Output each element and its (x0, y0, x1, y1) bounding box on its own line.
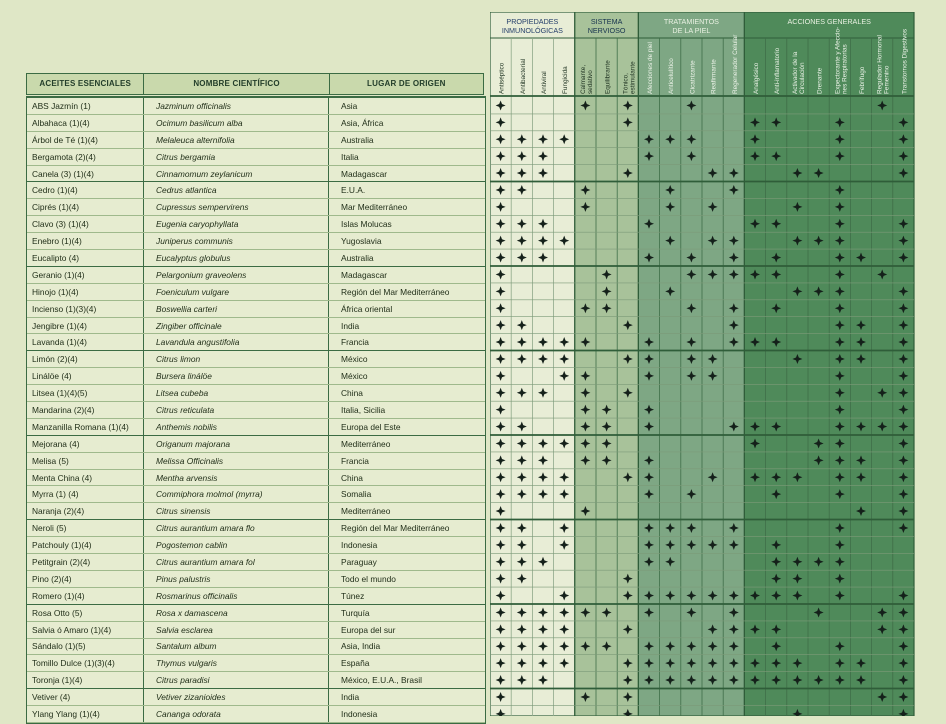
origin: China (341, 472, 363, 483)
scientific-name: Citrus limon (144, 351, 329, 367)
table-row (27, 503, 485, 520)
column-label: Afecciones de piel (647, 42, 654, 94)
column-label: Febrífugo (859, 66, 866, 94)
origin: Paraguay (341, 556, 377, 567)
column-label: Fungicida (562, 66, 570, 94)
oil-name: Cedro (1)(4) (27, 182, 144, 198)
oils-table (26, 73, 484, 719)
table-row (27, 537, 485, 554)
group-title: TRATAMIENTOS (663, 17, 719, 26)
oil-name: Limón (2)(4) (27, 351, 144, 367)
origin: Europa del Este (341, 421, 401, 432)
oil-name: Enebro (1)(4) (27, 233, 144, 249)
table-row (27, 233, 485, 250)
scientific-name: Eucalyptus globulus (144, 250, 329, 266)
scientific-name: Cananga odorata (144, 706, 329, 722)
oil-name: ABS Jazmín (1) (27, 98, 144, 114)
column-label: Reafirmante (710, 59, 718, 94)
column-label: Anti-inflamatorio (774, 47, 782, 94)
table-row (27, 385, 485, 402)
origin: Italia (341, 151, 359, 162)
scientific-name: Eugenia caryophyllata (144, 216, 329, 232)
column-label: Tónico, (622, 73, 630, 94)
scientific-name: Salvia esclarea (144, 622, 329, 638)
table-header (26, 73, 484, 95)
oil-name: Tomillo Dulce (1)(3)(4) (27, 655, 144, 671)
table-row (27, 554, 485, 571)
group-title: DE LA PIEL (672, 26, 711, 35)
column-label: Antiviral (541, 71, 548, 94)
column-label: Expectorante y Afeccio- (834, 26, 842, 94)
origin: Islas Molucas (341, 219, 392, 230)
origin: Indonesia (341, 540, 378, 551)
column-label: Regulador Hormonal (876, 35, 884, 94)
group-title: NERVIOSO (587, 26, 626, 35)
oil-name: Bergamota (2)(4) (27, 149, 144, 165)
scientific-name: Zingiber officinale (144, 318, 329, 334)
oil-name: Vetiver (4) (27, 689, 144, 705)
column-label: Calmante, (579, 64, 587, 94)
oil-name: Rosa Otto (5) (27, 605, 144, 621)
table-row (27, 301, 485, 318)
origin: Europa del sur (341, 624, 396, 635)
oil-name: Ciprés (1)(4) (27, 199, 144, 215)
scientific-name: Pelargonium graveolens (144, 267, 329, 283)
oil-name: Linálöe (4) (27, 368, 144, 384)
origin: Túnez (341, 590, 365, 601)
column-label: Antibacterial (519, 58, 527, 94)
origin: Australia (341, 252, 374, 263)
oil-name: Canela (3) (1)(4) (27, 166, 144, 182)
scientific-name: Cupressus sempervirens (144, 199, 329, 215)
oil-name: Melisa (5) (27, 453, 144, 469)
table-row (27, 436, 485, 453)
column-label: nes Respiratorias (841, 44, 849, 94)
scientific-name: Foeniculum vulgare (144, 284, 329, 300)
origin: Madagascar (341, 269, 388, 280)
table-row (27, 199, 485, 216)
table-row (27, 655, 485, 672)
table-body (26, 96, 486, 724)
table-row (27, 486, 485, 503)
oil-name: Manzanilla Romana (1)(4) (27, 419, 144, 435)
oil-name: Litsea (1)(4)(5) (27, 385, 144, 401)
column-label: Analgésico (753, 62, 760, 94)
table-row (27, 115, 485, 132)
origin: Indonesia (341, 709, 378, 719)
origin: Francia (341, 337, 369, 348)
scientific-name: Cedrus atlantica (144, 182, 329, 198)
origin: México (341, 354, 368, 365)
origin: México, E.U.A., Brasil (341, 675, 422, 686)
column-label: Cicatrizante (689, 60, 697, 94)
scientific-name: Melissa Officinalis (144, 453, 329, 469)
table-row (27, 318, 485, 335)
table-row (27, 571, 485, 588)
table-row (27, 706, 485, 723)
column-label: Transtornos Digestivos (901, 28, 909, 94)
column-label: Anticelulítico (668, 58, 676, 94)
properties-grid-svg (490, 12, 920, 716)
scientific-name: Pinus palustris (144, 571, 329, 587)
column-label: Equilibrante (604, 60, 612, 94)
scientific-name: Juniperus communis (144, 233, 329, 249)
oil-name: Pino (2)(4) (27, 571, 144, 587)
scientific-name: Bursera linálöe (144, 368, 329, 384)
table-row (27, 588, 485, 605)
origin: Italia, Sicilia (341, 404, 386, 415)
header-nombre: NOMBRE CIENTÍFICO (144, 74, 329, 94)
oil-name: Toronja (1)(4) (27, 672, 144, 688)
table-row (27, 334, 485, 351)
oil-name: Petitgrain (2)(4) (27, 554, 144, 570)
table-row (27, 672, 485, 689)
origin: Mediterráneo (341, 506, 391, 517)
oil-name: Albahaca (1)(4) (27, 115, 144, 131)
scientific-name: Commiphora molmol (myrra) (144, 486, 329, 502)
oil-name: Geranio (1)(4) (27, 267, 144, 283)
origin: Asia, India (341, 641, 381, 652)
oil-name: Neroli (5) (27, 520, 144, 536)
column-label: Regenerador Celular (731, 34, 739, 94)
origin: Región del Mar Mediterráneo (341, 523, 450, 534)
table-row (27, 402, 485, 419)
scientific-name: Rosa x damascena (144, 605, 329, 621)
origin: Yugoslavia (341, 236, 382, 247)
column-label: estimulante (629, 61, 637, 94)
origin: E.U.A. (341, 185, 366, 196)
header-lugar: LUGAR DE ORIGEN (367, 79, 446, 88)
origin: India (341, 692, 360, 703)
table-row (27, 182, 485, 199)
scientific-name: Litsea cubeba (144, 385, 329, 401)
scientific-name: Citrus aurantium amara fol (144, 554, 329, 570)
header-aceites: ACEITES ESENCIALES (27, 74, 144, 94)
origin: Asia, África (341, 117, 384, 128)
group-title: PROPIEDADES (506, 17, 559, 26)
column-label: Activador de la (791, 51, 799, 94)
origin: África oriental (341, 303, 393, 314)
origin: Región del Mar Mediterráneo (341, 286, 450, 297)
origin: Mediterráneo (341, 438, 391, 449)
group-title: SISTEMA (590, 17, 623, 26)
oil-name: Romero (1)(4) (27, 588, 144, 604)
column-label: Femenino (883, 65, 891, 94)
table-row (27, 520, 485, 537)
table-row (27, 453, 485, 470)
table-row (27, 149, 485, 166)
scientific-name: Thymus vulgaris (144, 655, 329, 671)
scientific-name: Citrus bergamia (144, 149, 329, 165)
table-row (27, 166, 485, 183)
oil-name: Lavanda (1)(4) (27, 334, 144, 350)
scientific-name: Mentha arvensis (144, 470, 329, 486)
origin: Australia (341, 134, 374, 145)
scientific-name: Boswellia carteri (144, 301, 329, 317)
oil-name: Patchouly (1)(4) (27, 537, 144, 553)
scientific-name: Ocimum basilicum alba (144, 115, 329, 131)
oil-name: Mandarina (2)(4) (27, 402, 144, 418)
origin: Asia (341, 100, 358, 111)
origin: India (341, 320, 360, 331)
scientific-name: Citrus aurantium amara flo (144, 520, 329, 536)
oil-name: Myrra (1) (4) (27, 486, 144, 502)
group-title: ACCIONES GENERALES (787, 17, 871, 26)
table-row (27, 605, 485, 622)
oil-name: Ylang Ylang (1)(4) (27, 706, 144, 722)
oil-name: Sándalo (1)(5) (27, 639, 144, 655)
scientific-name: Cinnamomum zeylanicum (144, 166, 329, 182)
origin: Mar Mediterráneo (341, 202, 408, 213)
table-row (27, 132, 485, 149)
origin: Francia (341, 455, 369, 466)
oil-name: Clavo (3) (1)(4) (27, 216, 144, 232)
oil-name: Naranja (2)(4) (27, 503, 144, 519)
column-label: Drenante (816, 67, 824, 94)
scientific-name: Rosmarinus officinalis (144, 588, 329, 604)
origin: Somalia (341, 489, 372, 500)
origin: Turquía (341, 607, 370, 618)
group-title: INMUNOLÓGICAS (501, 26, 563, 35)
table-row (27, 419, 485, 436)
oil-name: Salvia ó Amaro (1)(4) (27, 622, 144, 638)
origin: Todo el mundo (341, 573, 396, 584)
column-label: Circulación (798, 62, 806, 94)
origin: China (341, 388, 363, 399)
scientific-name: Lavandula angustifolia (144, 334, 329, 350)
origin: México (341, 371, 368, 382)
table-row (27, 470, 485, 487)
oil-name: Eucalipto (4) (27, 250, 144, 266)
table-row (27, 98, 485, 115)
scientific-name: Anthemis nobilis (144, 419, 329, 435)
table-row (27, 284, 485, 301)
scientific-name: Vetiver zizanioides (144, 689, 329, 705)
scientific-name: Origanum majorana (144, 436, 329, 452)
table-row (27, 250, 485, 267)
scientific-name: Santalum album (144, 639, 329, 655)
oil-name: Incienso (1)(3)(4) (27, 301, 144, 317)
scientific-name: Melaleuca alternifolia (144, 132, 329, 148)
oil-name: Hinojo (1)(4) (27, 284, 144, 300)
column-label: Antiséptico (498, 62, 506, 94)
table-row (27, 351, 485, 368)
table-row (27, 639, 485, 656)
table-row (27, 689, 485, 706)
table-row (27, 622, 485, 639)
scientific-name: Jazminum officinalis (144, 98, 329, 114)
origin: Madagascar (341, 168, 388, 179)
oil-name: Árbol de Té (1)(4) (27, 132, 144, 148)
table-row (27, 368, 485, 385)
scientific-name: Pogostemon cablin (144, 537, 329, 553)
properties-grid (490, 12, 920, 716)
column-label: sedativo (586, 70, 594, 94)
table-row (27, 216, 485, 233)
origin: España (341, 658, 370, 669)
table-row (27, 267, 485, 284)
oil-name: Menta China (4) (27, 470, 144, 486)
oil-name: Jengibre (1)(4) (27, 318, 144, 334)
scientific-name: Citrus reticulata (144, 402, 329, 418)
scientific-name: Citrus sinensis (144, 503, 329, 519)
oil-name: Mejorana (4) (27, 436, 144, 452)
scientific-name: Citrus paradisi (144, 672, 329, 688)
